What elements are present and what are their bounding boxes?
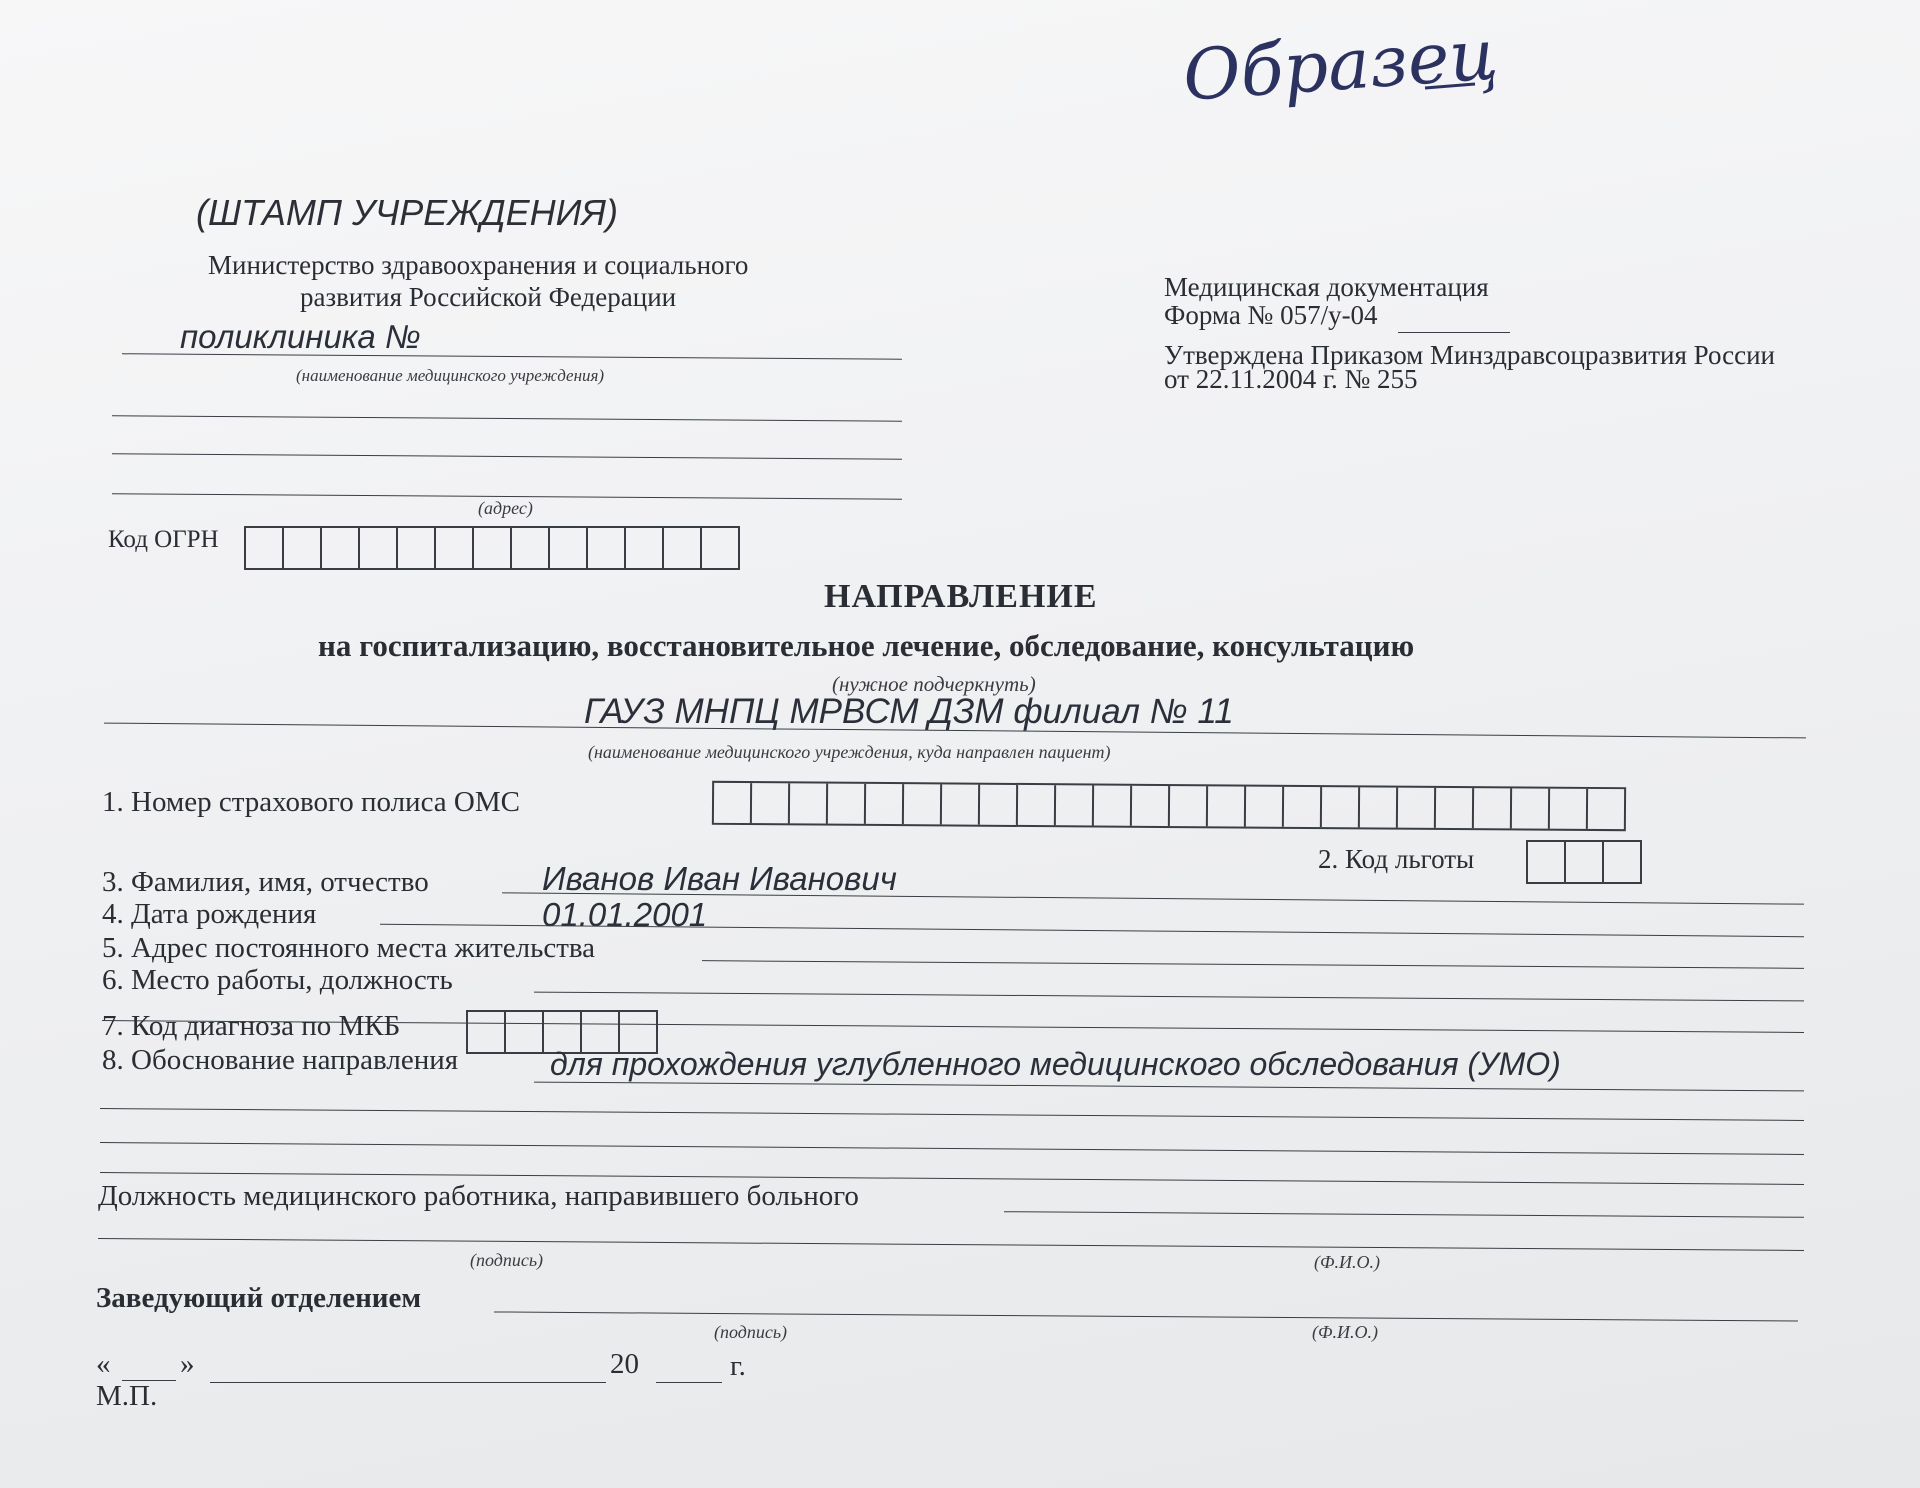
- doc-info-line-2: Форма № 057/у-04: [1164, 300, 1378, 330]
- sample-note-text: Образец: [1180, 13, 1501, 117]
- reason-value[interactable]: для прохождения углубленного медицинского обследования (УМО): [550, 1046, 1561, 1082]
- institution-caption: (наименование медицинского учреждения): [296, 366, 605, 385]
- ogrn-label: Код ОГРН: [108, 526, 219, 553]
- ministry-line-2: развития Российской Федерации: [300, 282, 677, 312]
- referring-signature-line: [98, 1238, 1804, 1251]
- fio-caption-1: (Ф.И.О.): [1314, 1252, 1380, 1272]
- reason-line-1: [534, 1082, 1804, 1092]
- benefit-code-label: 2. Код льготы: [1318, 844, 1475, 874]
- ogrn-boxes[interactable]: [244, 526, 740, 570]
- referring-position-line: [1004, 1211, 1804, 1218]
- signature-caption-2: (подпись): [714, 1322, 788, 1342]
- reason-line-2: [100, 1108, 1804, 1121]
- workplace-line: [534, 992, 1804, 1002]
- date-month-line[interactable]: [210, 1382, 606, 1383]
- oms-policy-boxes[interactable]: [712, 781, 1626, 831]
- reason-line-3: [100, 1142, 1804, 1155]
- oms-label: 1. Номер страхового полиса ОМС: [102, 786, 520, 818]
- address-caption: (адрес): [478, 498, 533, 518]
- full-name-value[interactable]: Иванов Иван Иванович: [542, 860, 897, 897]
- referring-position-label: Должность медицинского работника, направившего больного: [98, 1180, 859, 1212]
- department-head-line: [494, 1311, 1798, 1321]
- date-open-quote: «: [96, 1348, 111, 1380]
- doc-info-line-1: Медицинская документация: [1164, 272, 1489, 302]
- date-close-quote: »: [180, 1348, 195, 1380]
- full-name-label: 3. Фамилия, имя, отчество: [102, 866, 429, 898]
- residence-address-line: [702, 960, 1804, 969]
- form-subtitle: на госпитализацию, восстановительное лечение, обследование, консультацию: [318, 628, 1415, 663]
- address-line-2: [112, 453, 902, 460]
- address-line-1: [112, 415, 902, 422]
- doc-info-line-3: Утверждена Приказом Минздравсоцразвития России: [1164, 340, 1775, 370]
- target-institution-caption: (наименование медицинского учреждения, куда направлен пациент): [588, 742, 1111, 762]
- seal-label: М.П.: [96, 1380, 158, 1412]
- institution-line: [122, 353, 902, 359]
- birth-date-label: 4. Дата рождения: [102, 898, 317, 930]
- date-year-prefix: 20: [610, 1348, 639, 1380]
- ministry-line-1: Министерство здравоохранения и социального: [208, 250, 749, 280]
- underline-note: (нужное подчеркнуть): [832, 672, 1036, 696]
- workplace-label: 6. Место работы, должность: [102, 964, 453, 996]
- address-label: 5. Адрес постоянного места жительства: [102, 932, 596, 964]
- doc-info-form-line: [1398, 332, 1510, 333]
- reason-label: 8. Обоснование направления: [102, 1044, 459, 1076]
- sample-handwritten-note: [1175, 13, 1515, 130]
- department-head-label: Заведующий отделением: [96, 1282, 422, 1314]
- form-title: НАПРАВЛЕНИЕ: [824, 578, 1098, 615]
- stamp-label: (ШТАМП УЧРЕЖДЕНИЯ): [196, 192, 618, 233]
- benefit-code-boxes[interactable]: [1526, 840, 1642, 884]
- date-year-line[interactable]: [656, 1382, 722, 1383]
- fio-caption-2: (Ф.И.О.): [1312, 1322, 1378, 1342]
- doc-info-line-4: от 22.11.2004 г. № 255: [1164, 364, 1418, 394]
- date-year-suffix: г.: [730, 1350, 746, 1382]
- mkb-code-label: 7. Код диагноза по МКБ: [102, 1010, 401, 1042]
- signature-caption-1: (подпись): [470, 1250, 544, 1270]
- birth-date-value[interactable]: 01.01.2001: [542, 896, 708, 933]
- target-institution-fill: ГАУЗ МНПЦ МРВСМ ДЗМ филиал № 11: [584, 692, 1234, 731]
- institution-fill: поликлиника №: [180, 318, 421, 355]
